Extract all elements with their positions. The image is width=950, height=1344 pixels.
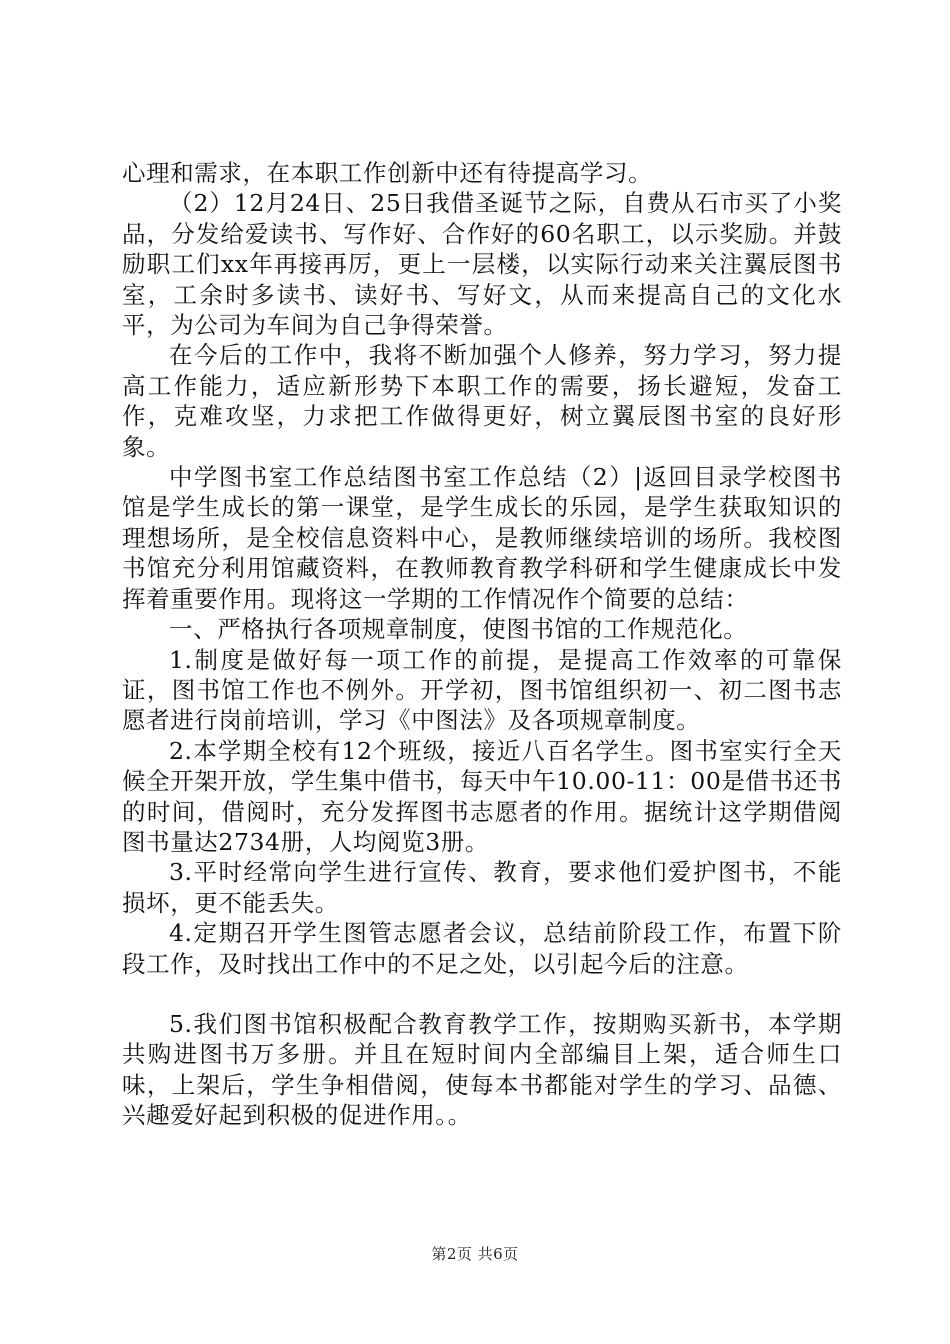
paragraph-1: 心理和需求，在本职工作创新中还有待提高学习。: [122, 159, 653, 187]
page-number-footer: 第2页 共6页: [431, 1245, 519, 1263]
list-item-5: 5.我们图书馆积极配合教育教学工作，按期购买新书，本学期共购进图书万多册。并且在短时间内全部编目上架，适合师生口味，上架后，学生争相借阅，使每本书都能对学生的学习、品德、兴趣爱好起到积极的促进作用。。: [122, 1009, 842, 1130]
list-item-4: 4.定期召开学生图管志愿者会议，总结前阶段工作，布置下阶段工作，及时找出工作中的不足之处，以引起今后的注意。: [122, 919, 842, 978]
paragraph-spacer: [122, 979, 842, 1009]
paragraph-4: 中学图书室工作总结图书室工作总结（2）|返回目录学校图书馆是学生成长的第一课堂，是学生成长的乐园，是学生获取知识的理想场所，是全校信息资料中心，是教师继续培训的场所。我校图书馆充分利用馆藏资料，在教师教育教学科研和学生健康成长中发挥着重要作用。现将这一学期的工作情况作个简要的总结：: [122, 463, 842, 613]
list-item-3: 3.平时经常向学生进行宣传、教育，要求他们爱护图书，不能损坏，更不能丢失。: [122, 858, 842, 917]
list-item-1: 1.制度是做好每一项工作的前提，是提高工作效率的可靠保证，图书馆工作也不例外。开学初，图书馆组织初一、初二图书志愿者进行岗前培训，学习《中图法》及各项规章制度。: [122, 645, 842, 735]
section-heading-1: 一、严格执行各项规章制度，使图书馆的工作规范化。: [169, 615, 748, 644]
paragraph-2: （2）12月24日、25日我借圣诞节之际，自费从石市买了小奖品，分发给爱读书、写作好、合作好的60名职工，以示奖励。并鼓励职工们xx年再接再厉，更上一层楼，以实际行动来关注翼辰图书室，工余时多读书、读好书、写好文，从而来提高自己的文化水平，为公司为车间为自己争得荣誉。: [122, 189, 842, 340]
list-item-2: 2.本学期全校有12个班级，接近八百名学生。图书室实行全天候全开架开放，学生集中借书，每天中午10.00-11：00是借书还书的时间，借阅时，充分发挥图书志愿者的作用。据统计这学期借阅图书量达2734册，人均阅览3册。: [122, 736, 842, 856]
paragraph-3: 在今后的工作中，我将不断加强个人修养，努力学习，努力提高工作能力，适应新形势下本职工作的需要，扬长避短，发奋工作，克难攻坚，力求把工作做得更好，树立翼辰图书室的良好形象。: [122, 341, 842, 461]
document-body: [122, 158, 842, 1131]
